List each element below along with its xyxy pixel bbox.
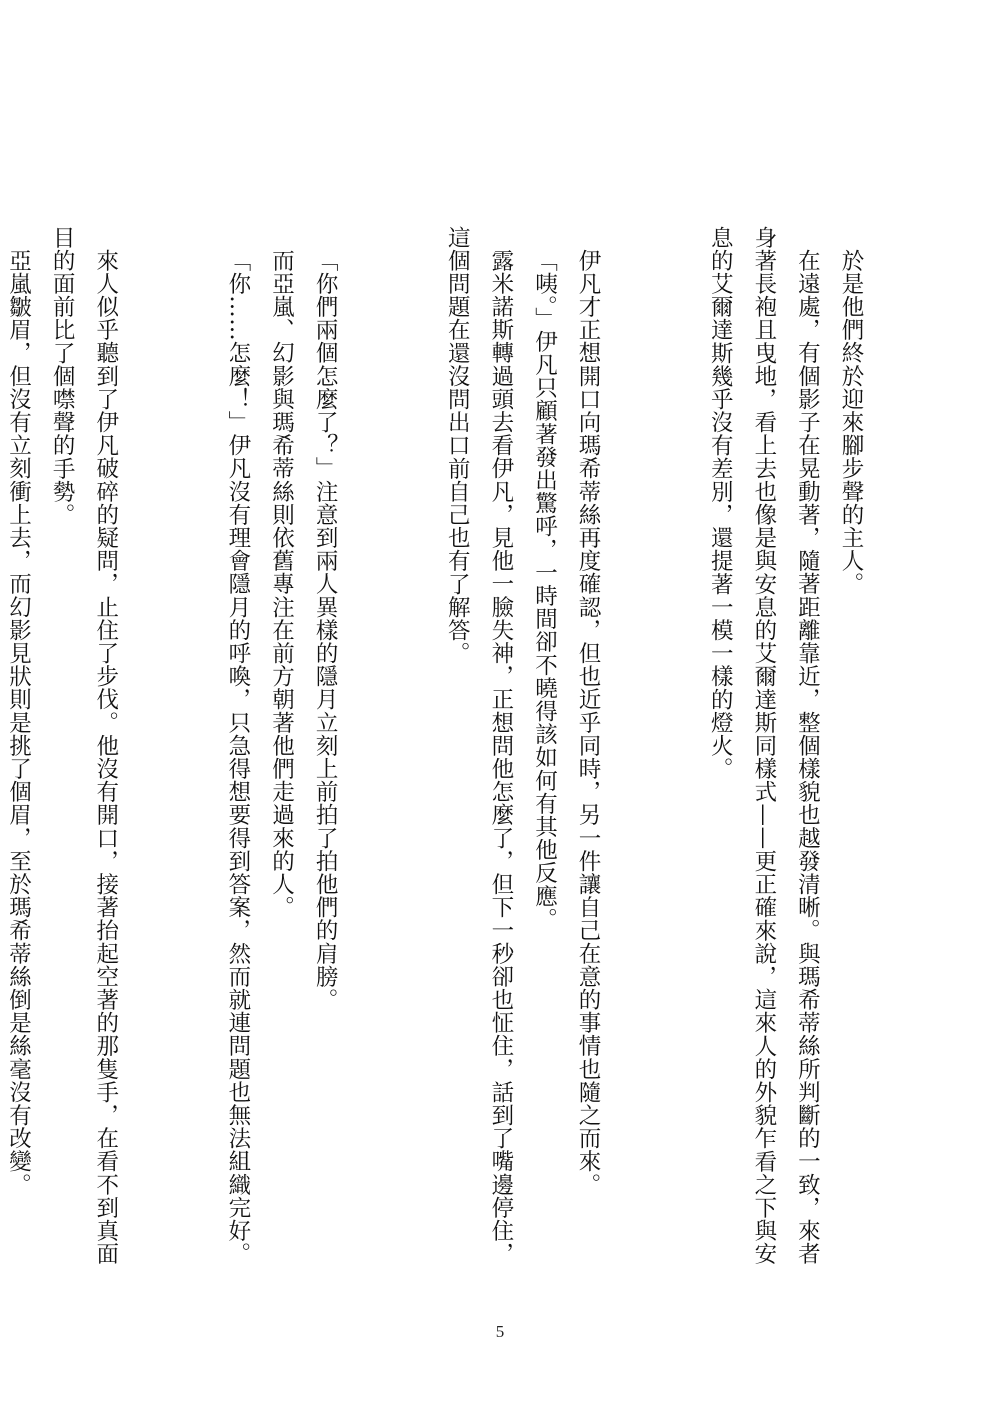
paragraph-gap	[149, 226, 193, 1266]
paragraph: 於是他們終於迎來腳步聲的主人。	[838, 248, 864, 595]
paragraph: 亞嵐皺眉，但沒有立刻衝上去，而幻影見狀則是挑了個眉，至於瑪希蒂絲倒是絲毫沒有改變。	[5, 248, 32, 1196]
paragraph: 而亞嵐、幻影與瑪希蒂絲則依舊專注在前方朝著他們走過來的人。	[268, 248, 295, 919]
page-number: 5	[495, 1322, 505, 1341]
paragraph-gap	[632, 226, 676, 1266]
paragraph: 「你……怎麼！」伊凡沒有理會隱月的呼喚，只急得想要得到答案，然而就連問題也無法組織完好。	[224, 248, 251, 1265]
paragraph: 在遠處，有個影子在晃動著，隨著距離靠近，整個樣貌也越發清晰。與瑪希蒂絲所判斷的一致，來者身著長袍且曳地，看上去也像是與安息的艾爾達斯同樣式——更正確來說，這來人的外貌乍看之下與安息的艾爾達斯幾乎沒有差別，還提著一模一樣的燈火。	[707, 226, 821, 1266]
paragraph: 來人似乎聽到了伊凡破碎的疑問，止住了步伐。他沒有開口，接著抬起空著的那隻手，在看不到真面目的面前比了個噤聲的手勢。	[49, 226, 119, 1265]
paragraph: 「你們兩個怎麼了？」注意到兩人異樣的隱月立刻上前拍了拍他們的肩膀。	[312, 248, 339, 1011]
vertical-text-body	[0, 226, 872, 1266]
paragraph: 伊凡才正想開口向瑪希蒂絲再度確認，但也近乎同時，另一件讓自己在意的事情也隨之而來。	[575, 248, 602, 1196]
paragraph: 「咦。」伊凡只顧著發出驚呼，一時間卻不曉得該如何有其他反應。	[531, 248, 558, 931]
paragraph-gap	[369, 226, 413, 1266]
paragraph: 露米諾斯轉過頭去看伊凡，見他一臉失神，正想問他怎麼了，但下一秒卻也怔住，話到了嘴邊停住，這個問題在還沒問出口前自己也有了解答。	[444, 226, 514, 1265]
